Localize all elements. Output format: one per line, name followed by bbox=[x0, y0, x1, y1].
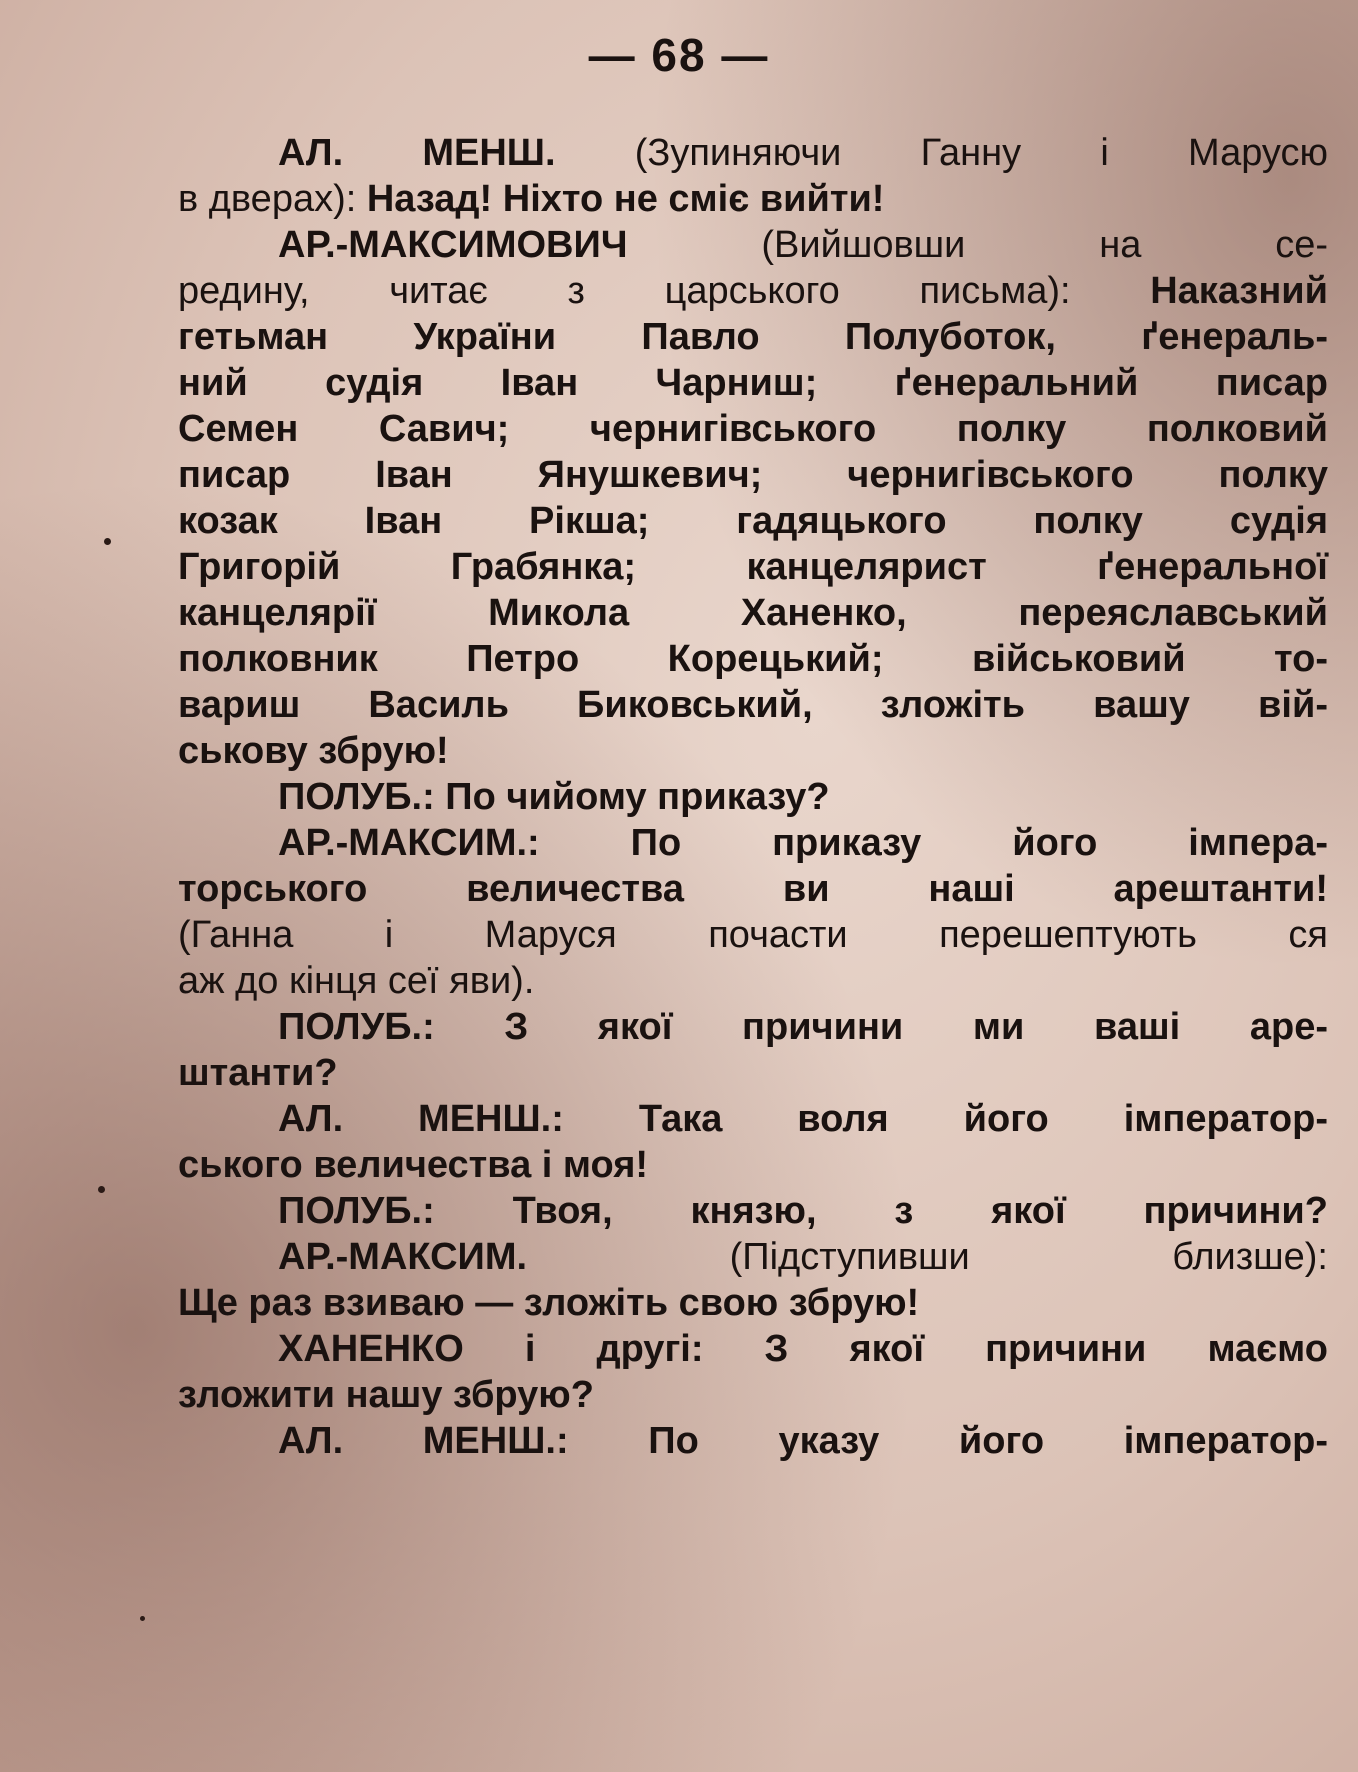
bold-text: вариш Василь Биковський, зложіть вашу вій- bbox=[178, 684, 1328, 726]
bold-text: ськову збрую! bbox=[178, 730, 449, 772]
ink-speck bbox=[140, 1616, 145, 1621]
text-line bbox=[178, 774, 1328, 820]
bold-text: Наказний bbox=[1150, 270, 1328, 312]
bold-text: штанти? bbox=[178, 1052, 338, 1094]
text-line bbox=[178, 130, 1328, 176]
bold-text: Семен Савич; чернигівського полку полковий bbox=[178, 408, 1328, 450]
bold-text: АЛ. МЕНШ.: Така воля його імператор- bbox=[278, 1098, 1328, 1140]
text-line bbox=[178, 1372, 1328, 1418]
text-line bbox=[178, 1096, 1328, 1142]
text-line bbox=[178, 498, 1328, 544]
bold-text: гетьман України Павло Полуботок, ґенераль- bbox=[178, 316, 1328, 358]
text-line bbox=[178, 1280, 1328, 1326]
text-line bbox=[178, 406, 1328, 452]
bold-text: козак Іван Рікша; гадяцького полку судія bbox=[178, 500, 1328, 542]
regular-text: (Ганна і Маруся почасти перешептують ся bbox=[178, 914, 1328, 956]
regular-text: (Вийшовши на се- bbox=[761, 224, 1328, 266]
ink-speck bbox=[98, 1186, 105, 1193]
regular-text: аж до кінця сеї яви). bbox=[178, 960, 535, 1002]
text-line bbox=[178, 222, 1328, 268]
regular-text: редину, читає з царського письма): bbox=[178, 270, 1151, 312]
text-line bbox=[178, 1188, 1328, 1234]
page-text bbox=[178, 130, 1328, 1464]
bold-text: АЛ. МЕНШ. bbox=[278, 132, 635, 174]
bold-text: ПОЛУБ.: З якої причини ми ваші аре- bbox=[278, 1006, 1328, 1048]
text-line bbox=[178, 1234, 1328, 1280]
bold-text: АР.-МАКСИМ.: По приказу його імпера- bbox=[278, 822, 1328, 864]
text-line bbox=[178, 544, 1328, 590]
text-line bbox=[178, 912, 1328, 958]
bold-text: АР.-МАКСИМ. bbox=[278, 1236, 730, 1278]
bold-text: ПОЛУБ.: По чийому приказу? bbox=[278, 776, 830, 818]
text-line bbox=[178, 1142, 1328, 1188]
bold-text: Назад! Ніхто не сміє вийти! bbox=[366, 178, 885, 220]
bold-text: ХАНЕНКО і другі: З якої причини маємо bbox=[278, 1328, 1328, 1370]
text-line bbox=[178, 360, 1328, 406]
bold-text: писар Іван Янушкевич; чернигівського полку bbox=[178, 454, 1328, 496]
text-line bbox=[178, 820, 1328, 866]
text-line bbox=[178, 728, 1328, 774]
bold-text: канцелярії Микола Ханенко, переяславський bbox=[178, 592, 1328, 634]
text-line bbox=[178, 866, 1328, 912]
text-line bbox=[178, 268, 1328, 314]
text-line bbox=[178, 1418, 1328, 1464]
text-line bbox=[178, 590, 1328, 636]
regular-text: в дверах): bbox=[178, 178, 367, 220]
text-line bbox=[178, 1004, 1328, 1050]
bold-text: зложити нашу збрую? bbox=[178, 1374, 594, 1416]
ink-speck bbox=[104, 538, 111, 545]
text-line bbox=[178, 958, 1328, 1004]
text-line bbox=[178, 314, 1328, 360]
text-line bbox=[178, 452, 1328, 498]
regular-text: (Зупиняючи Ганну і Марусю bbox=[634, 132, 1328, 174]
text-line bbox=[178, 1050, 1328, 1096]
text-line bbox=[178, 1326, 1328, 1372]
text-line bbox=[178, 682, 1328, 728]
bold-text: ний судія Іван Чарниш; ґенеральний писар bbox=[178, 362, 1328, 404]
bold-text: ського величества і моя! bbox=[178, 1144, 649, 1186]
bold-text: торського величества ви наші арештанти! bbox=[178, 868, 1328, 910]
bold-text: АР.-МАКСИМОВИЧ bbox=[278, 224, 762, 266]
text-line bbox=[178, 176, 1328, 222]
bold-text: ПОЛУБ.: Твоя, князю, з якої причини? bbox=[278, 1190, 1328, 1232]
text-line bbox=[178, 636, 1328, 682]
regular-text: (Підступивши близше): bbox=[729, 1236, 1328, 1278]
bold-text: АЛ. МЕНШ.: По указу його імператор- bbox=[278, 1420, 1328, 1462]
bold-text: Григорій Грабянка; канцелярист ґенеральної bbox=[178, 546, 1328, 588]
bold-text: Ще раз взиваю — зложіть свою збрую! bbox=[178, 1282, 920, 1324]
bold-text: полковник Петро Корецький; військовий то- bbox=[178, 638, 1328, 680]
page-number: — 68 — bbox=[588, 29, 770, 81]
